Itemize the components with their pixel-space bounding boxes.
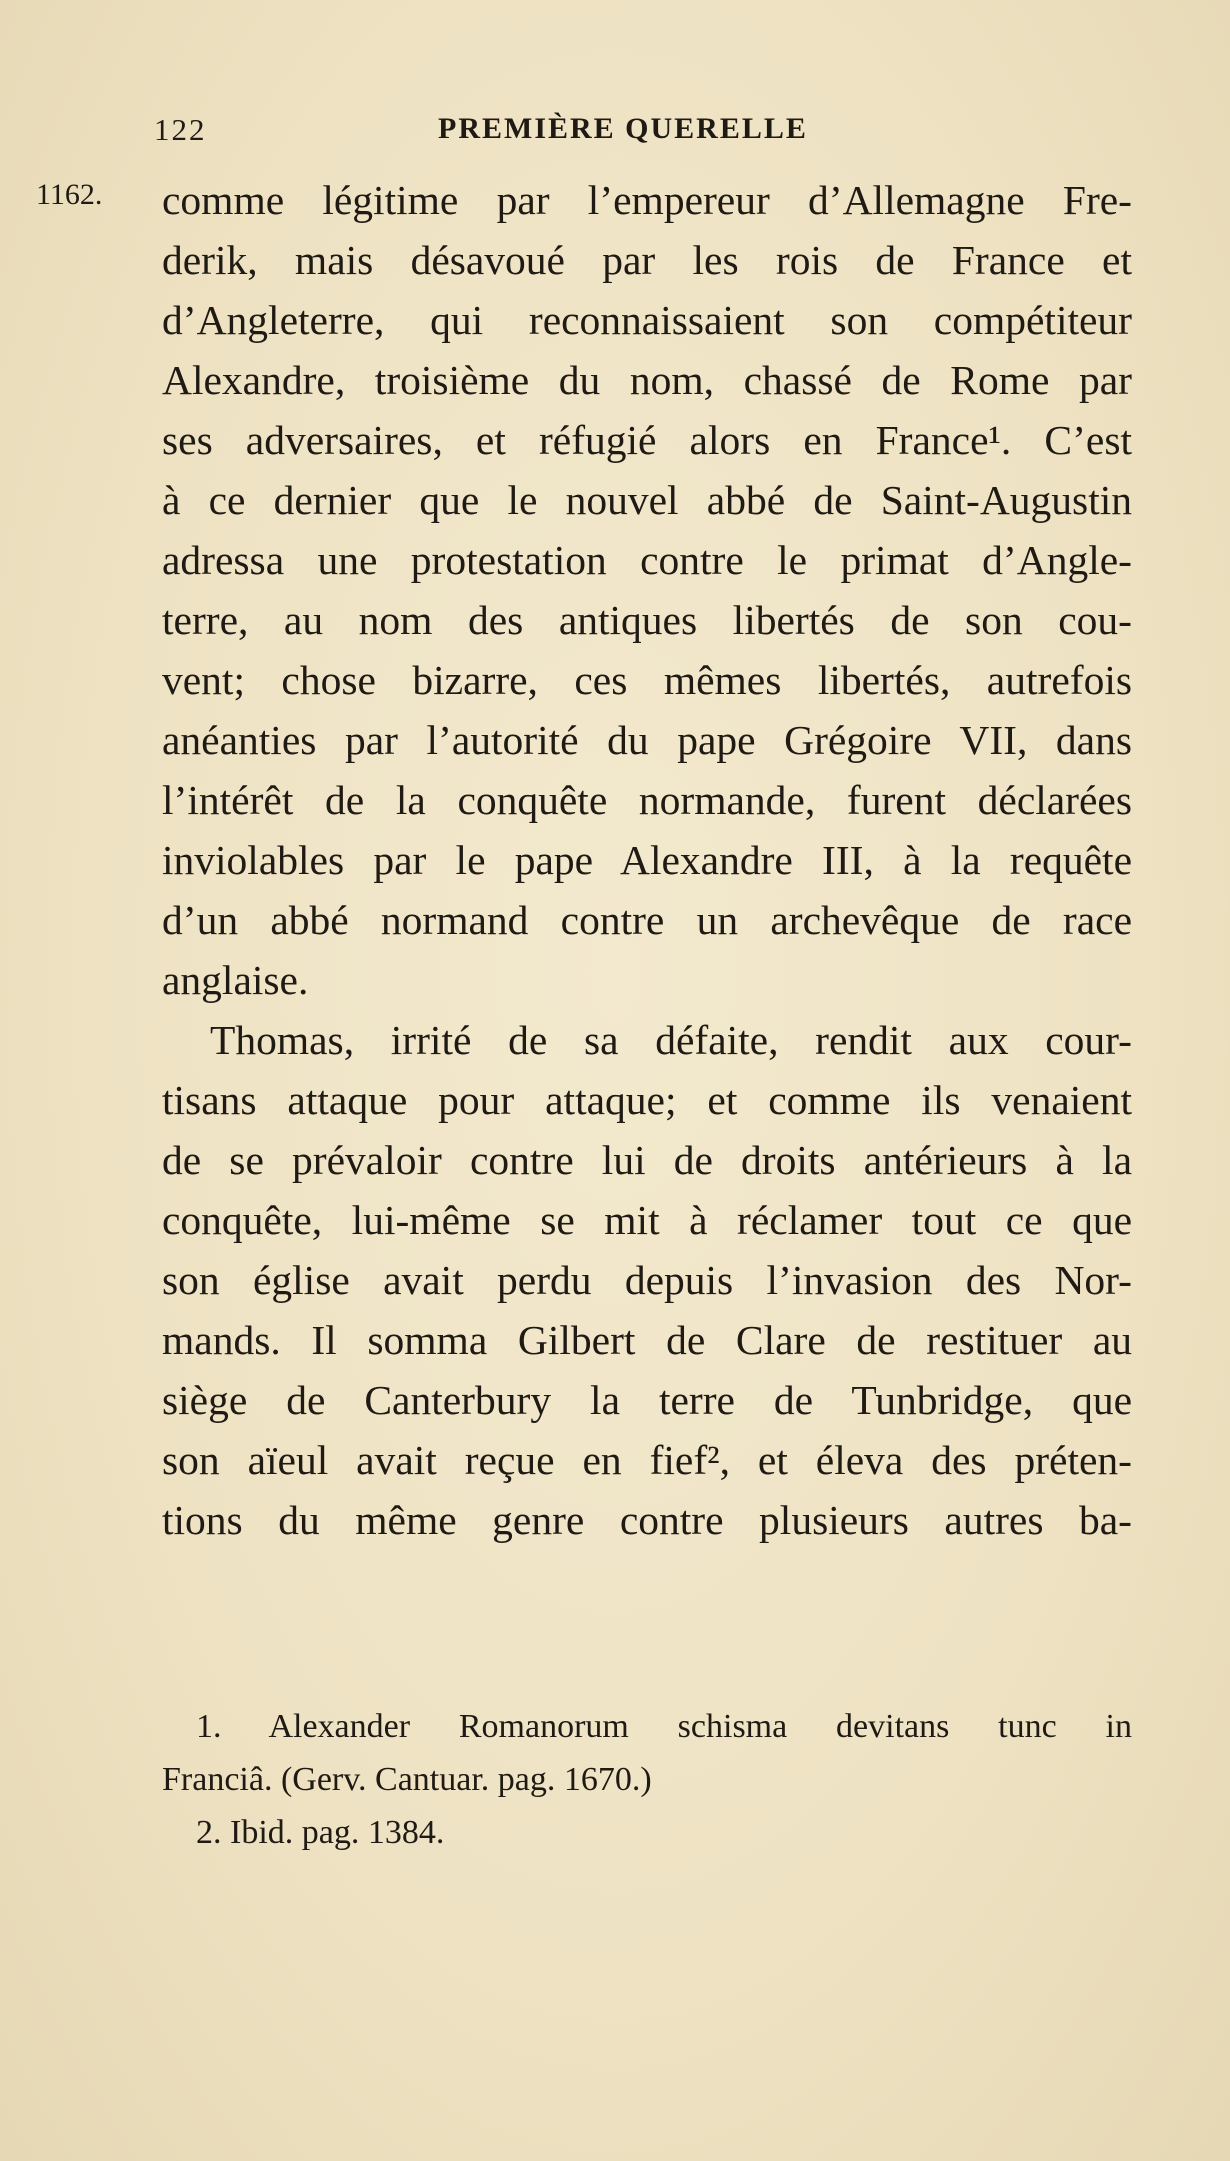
text-line: derik, mais désavoué par les rois de France et xyxy=(162,237,1132,283)
text-line: anglaise. xyxy=(162,957,309,1003)
text-line: siège de Canterbury la terre de Tunbridge, que xyxy=(162,1377,1132,1423)
text-line: l’intérêt de la conquête normande, furent déclarées xyxy=(162,777,1132,823)
body-text xyxy=(162,170,1132,1550)
text-line: de se prévaloir contre lui de droits antérieurs à la xyxy=(162,1137,1132,1183)
footnotes xyxy=(162,1700,1132,1859)
text-line: vent; chose bizarre, ces mêmes libertés, autrefois xyxy=(162,657,1132,703)
text-line: adressa une protestation contre le primat d’Angle- xyxy=(162,537,1132,583)
text-line: anéanties par l’autorité du pape Grégoire VII, dans xyxy=(162,717,1132,763)
footnote-1: 1. Alexander Romanorum schisma devitans tunc in xyxy=(196,1708,1132,1745)
text-line: mands. Il somma Gilbert de Clare de restituer au xyxy=(162,1317,1132,1363)
text-line: conquête, lui-même se mit à réclamer tout ce que xyxy=(162,1197,1132,1243)
text-line: d’Angleterre, qui reconnaissaient son compétiteur xyxy=(162,297,1132,343)
page-number: 122 xyxy=(154,112,207,147)
text-line: ses adversaires, et réfugié alors en France¹. C’est xyxy=(162,417,1132,463)
text-line: son aïeul avait reçue en fief², et éleva des préten- xyxy=(162,1437,1132,1483)
text-line: comme légitime par l’empereur d’Allemagne Fre- xyxy=(162,177,1132,223)
text-line: à ce dernier que le nouvel abbé de Saint-Augustin xyxy=(162,477,1132,523)
page-header xyxy=(150,112,1150,152)
text-line: d’un abbé normand contre un archevêque de race xyxy=(162,897,1132,943)
footnote-1-continued: Franciâ. (Gerv. Cantuar. pag. 1670.) xyxy=(162,1761,652,1798)
running-head: PREMIÈRE QUERELLE xyxy=(438,112,808,145)
text-line: terre, au nom des antiques libertés de son cou- xyxy=(162,597,1132,643)
text-line: son église avait perdu depuis l’invasion des Nor- xyxy=(162,1257,1132,1303)
footnote-2: 2. Ibid. pag. 1384. xyxy=(196,1814,445,1851)
text-line: inviolables par le pape Alexandre III, à la requête xyxy=(162,837,1132,883)
text-line: tisans attaque pour attaque; et comme ils venaient xyxy=(162,1077,1132,1123)
text-line: Thomas, irrité de sa défaite, rendit aux cour- xyxy=(210,1017,1132,1063)
margin-date: 1162. xyxy=(36,178,103,211)
text-line: Alexandre, troisième du nom, chassé de Rome par xyxy=(162,357,1132,403)
text-line: tions du même genre contre plusieurs autres ba- xyxy=(162,1497,1132,1543)
